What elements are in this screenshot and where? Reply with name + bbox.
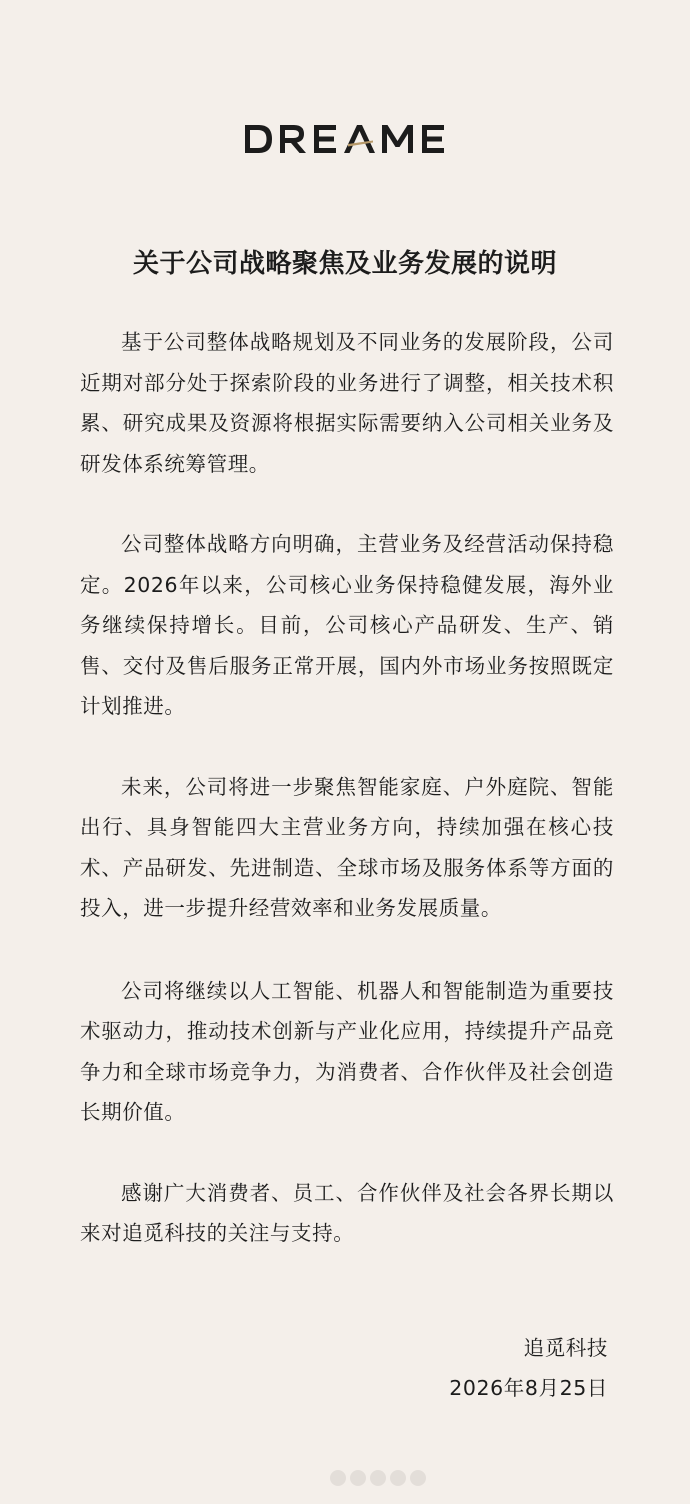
signature-date: 2026年8月25日 xyxy=(449,1376,608,1400)
dreame-logo xyxy=(0,122,690,158)
paragraph-2: 公司整体战略方向明确，主营业务及经营活动保持稳定。2026年以来，公司核心业务保持稳健发展，海外业务继续保持增长。目前，公司核心产品研发、生产、销售、交付及售后服务正常开展，国内外市场业务按照既定计划推进。 xyxy=(80,532,614,718)
paragraph-1: 基于公司整体战略规划及不同业务的发展阶段，公司近期对部分处于探索阶段的业务进行了调整，相关技术积累、研究成果及资源将根据实际需要纳入公司相关业务及研发体系统筹管理。 xyxy=(80,330,614,476)
paragraph-4: 公司将继续以人工智能、机器人和智能制造为重要技术驱动力，推动技术创新与产业化应用，持续提升产品竞争力和全球市场竞争力，为消费者、合作伙伴及社会创造长期价值。 xyxy=(80,978,614,1124)
watermark-mark xyxy=(330,1470,346,1486)
watermark-mark xyxy=(410,1470,426,1486)
watermark-mark xyxy=(350,1470,366,1486)
document-body xyxy=(80,322,614,1254)
paragraph-3: 未来，公司将进一步聚焦智能家庭、户外庭院、智能出行、具身智能四大主营业务方向，持续加强在核心技术、产品研发、先进制造、全球市场及服务体系等方面的投入，进一步提升经营效率和业务发展质量。 xyxy=(80,774,614,920)
document-title: 关于公司战略聚焦及业务发展的说明 xyxy=(132,249,557,279)
dreame-logo-mark xyxy=(242,122,448,156)
watermark xyxy=(330,1470,426,1490)
signature-company: 追觅科技 xyxy=(523,1336,608,1360)
paragraph-5: 感谢广大消费者、员工、合作伙伴及社会各界长期以来对追觅科技的关注与支持。 xyxy=(80,1180,614,1245)
watermark-mark xyxy=(370,1470,386,1486)
watermark-mark xyxy=(390,1470,406,1486)
